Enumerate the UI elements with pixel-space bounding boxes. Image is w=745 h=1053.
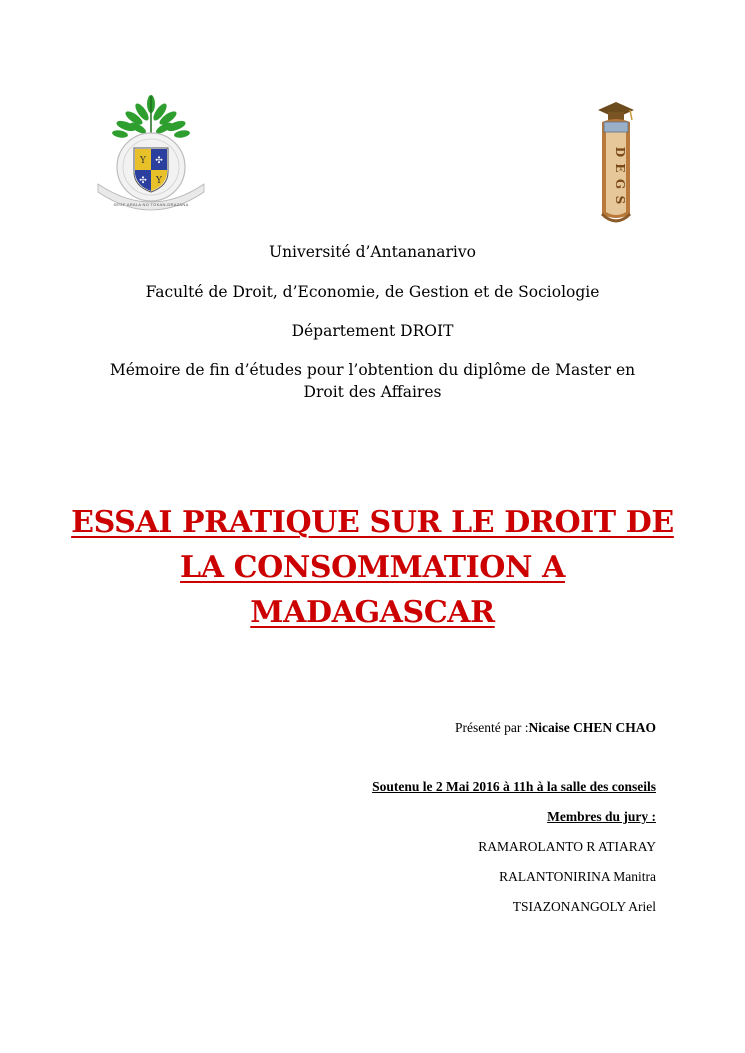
thesis-title — [60, 500, 685, 635]
thesis-line-2: Droit des Affaires — [303, 383, 442, 401]
svg-text:D: D — [613, 146, 627, 158]
svg-text:Y: Y — [156, 176, 162, 186]
university-seal-logo — [90, 92, 212, 222]
jury-member: TSIAZONANGOLY Ariel — [512, 899, 656, 914]
thesis-description — [80, 359, 665, 403]
svg-text:G: G — [613, 178, 627, 190]
university-name: Université d’Antananarivo — [269, 243, 476, 261]
presented-by — [455, 719, 656, 737]
graduation-cap-emblem-icon — [594, 96, 638, 228]
thesis-line-1: Mémoire de fin d’études pour l’obtention du diplôme de Master en — [109, 361, 636, 379]
title-line-2: LA CONSOMMATION A — [180, 550, 565, 585]
title-line-3: MADAGASCAR — [250, 595, 495, 630]
faculty-name: Faculté de Droit, d’Economie, de Gestion et de Sociologie — [145, 283, 600, 301]
title-line-1: ESSAI PRATIQUE SUR LE DROIT DE — [71, 505, 674, 540]
department-name: Département DROIT — [291, 322, 454, 340]
svg-text:E: E — [613, 163, 627, 173]
svg-text:S: S — [613, 195, 627, 205]
svg-text:✣: ✣ — [139, 176, 147, 186]
presented-label: Présenté par : — [455, 720, 529, 735]
faculty-emblem-logo — [594, 96, 638, 228]
svg-text:✣: ✣ — [155, 156, 163, 166]
svg-text:Y: Y — [140, 156, 146, 166]
jury-member: RAMAROLANTO R ATIARAY — [478, 839, 656, 854]
jury-member: RALANTONIRINA Manitra — [499, 869, 656, 884]
defense-info: Soutenu le 2 Mai 2016 à 11h à la salle des conseils — [372, 779, 656, 794]
author-name: Nicaise CHEN CHAO — [528, 720, 656, 735]
seal-motto: SEOF ARALA NO TOKAN-DRAZANA — [113, 202, 189, 207]
jury-label: Membres du jury : — [547, 809, 656, 824]
